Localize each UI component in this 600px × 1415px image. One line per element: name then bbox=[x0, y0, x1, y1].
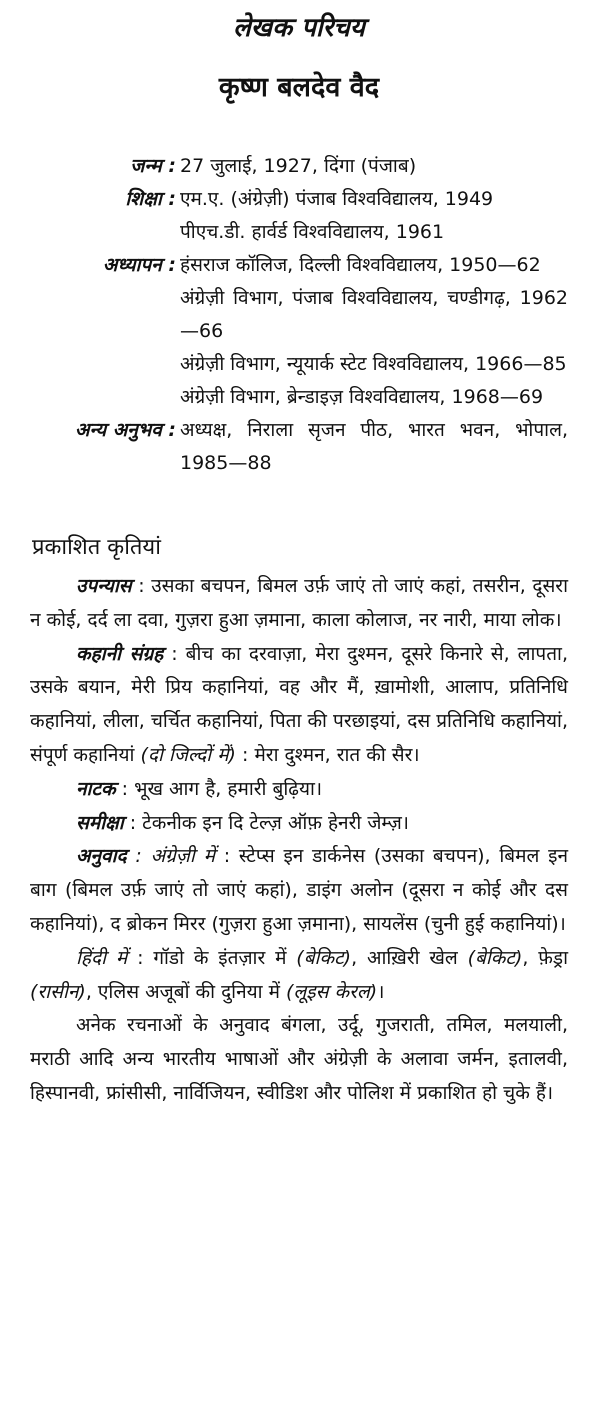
bio-row-experience bbox=[30, 414, 568, 480]
bio-value bbox=[180, 249, 568, 414]
works-hindi-translation: हिंदी में : गॉडो के इंतज़ार में (बेकिट), आख़िरी खेल (बेकिट), फ़ेड्रा (रासीन), एलिस अजूबों की दुनिया में (लूइस केरल)। bbox=[30, 946, 569, 1003]
page-title: लेखक परिचय bbox=[233, 13, 365, 43]
works-section bbox=[30, 570, 568, 1111]
works-novels: उपन्यास : उसका बचपन, बिमल उर्फ़ जाएं तो जाएं कहां, तसरीन, दूसरा न कोई, दर्द ला दवा, गुज़रा हुआ ज़माना, काला कोलाज, नर नारी, माया लोक। bbox=[30, 575, 568, 631]
works-closing: अनेक रचनाओं के अनुवाद बंगला, उर्दू, गुजराती, तमिल, मलयाली, मराठी आदि अन्य भारतीय भाषाओं और अंग्रेज़ी के अलावा जर्मन, इतालवी, हिस्पानवी, फ्रांसीसी, नार्विजियन, स्वीडिश और पोलिश में प्रकाशित हो चुके हैं। bbox=[30, 1014, 568, 1104]
bio-list bbox=[30, 150, 568, 480]
works-translation: अनुवाद : अंग्रेज़ी में : स्टेप्स इन डार्कनेस (उसका बचपन), बिमल इन बाग (बिमल उर्फ़ जाएं तो जाएं कहां), डाइंग अलोन (दूसरा न कोई और दस कहानियां), द ब्रोकन मिरर (गुज़रा हुआ ज़माना), सायलेंस (चुनी हुई कहानियां)। bbox=[30, 845, 568, 935]
works-heading: प्रकाशित कृतियां bbox=[32, 535, 161, 560]
bio-label: जन्म : bbox=[130, 155, 176, 177]
bio-label: शिक्षा : bbox=[125, 188, 176, 210]
bio-line: अंग्रेज़ी विभाग, पंजाब विश्वविद्यालय, चण्डीगढ़, 1962—66 bbox=[180, 287, 568, 342]
bio-label: अन्य अनुभव : bbox=[75, 419, 176, 441]
bio-line: हंसराज कॉलिज, दिल्ली विश्वविद्यालय, 1950—62 bbox=[180, 254, 541, 276]
bio-value bbox=[180, 183, 568, 249]
bio-line: 27 जुलाई, 1927, दिंगा (पंजाब) bbox=[180, 155, 417, 177]
works-criticism: समीक्षा : टेकनीक इन दि टेल्ज़ ऑफ़ हेनरी जेम्ज़। bbox=[76, 811, 409, 834]
works-stories: कहानी संग्रह : बीच का दरवाज़ा, मेरा दुश्मन, दूसरे किनारे से, लापता, उसके बयान, मेरी प्रिय कहानियां, वह और मैं, ख़ामोशी, आलाप, प्रतिनिधि कहानियां, लीला, चर्चित कहानियां, पिता की परछाइयां, दस प्रतिनिधि कहानियां, संपूर्ण कहानियां (दो जिल्दों में) : मेरा दुश्मन, रात की सैर। bbox=[30, 642, 568, 766]
bio-line: पीएच.डी. हार्वर्ड विश्वविद्यालय, 1961 bbox=[180, 221, 445, 243]
bio-row-birth bbox=[30, 150, 568, 183]
bio-label: अध्यापन : bbox=[102, 254, 176, 276]
bio-line: अध्यक्ष, निराला सृजन पीठ, भारत भवन, भोपाल, 1985—88 bbox=[180, 419, 568, 474]
bio-row-education bbox=[30, 183, 568, 249]
author-name: कृष्ण बलदेव वैद bbox=[218, 72, 380, 103]
bio-line: एम.ए. (अंग्रेज़ी) पंजाब विश्वविद्यालय, 1949 bbox=[180, 188, 494, 210]
bio-line: अंग्रेज़ी विभाग, न्यूयार्क स्टेट विश्वविद्यालय, 1966—85 bbox=[180, 353, 567, 375]
bio-line: अंग्रेज़ी विभाग, ब्रेन्डाइज़ विश्वविद्यालय, 1968—69 bbox=[180, 386, 544, 408]
bio-value bbox=[180, 414, 568, 480]
works-plays: नाटक : भूख आग है, हमारी बुढ़िया। bbox=[76, 777, 323, 800]
bio-row-teaching bbox=[30, 249, 568, 414]
bio-value bbox=[180, 150, 568, 183]
